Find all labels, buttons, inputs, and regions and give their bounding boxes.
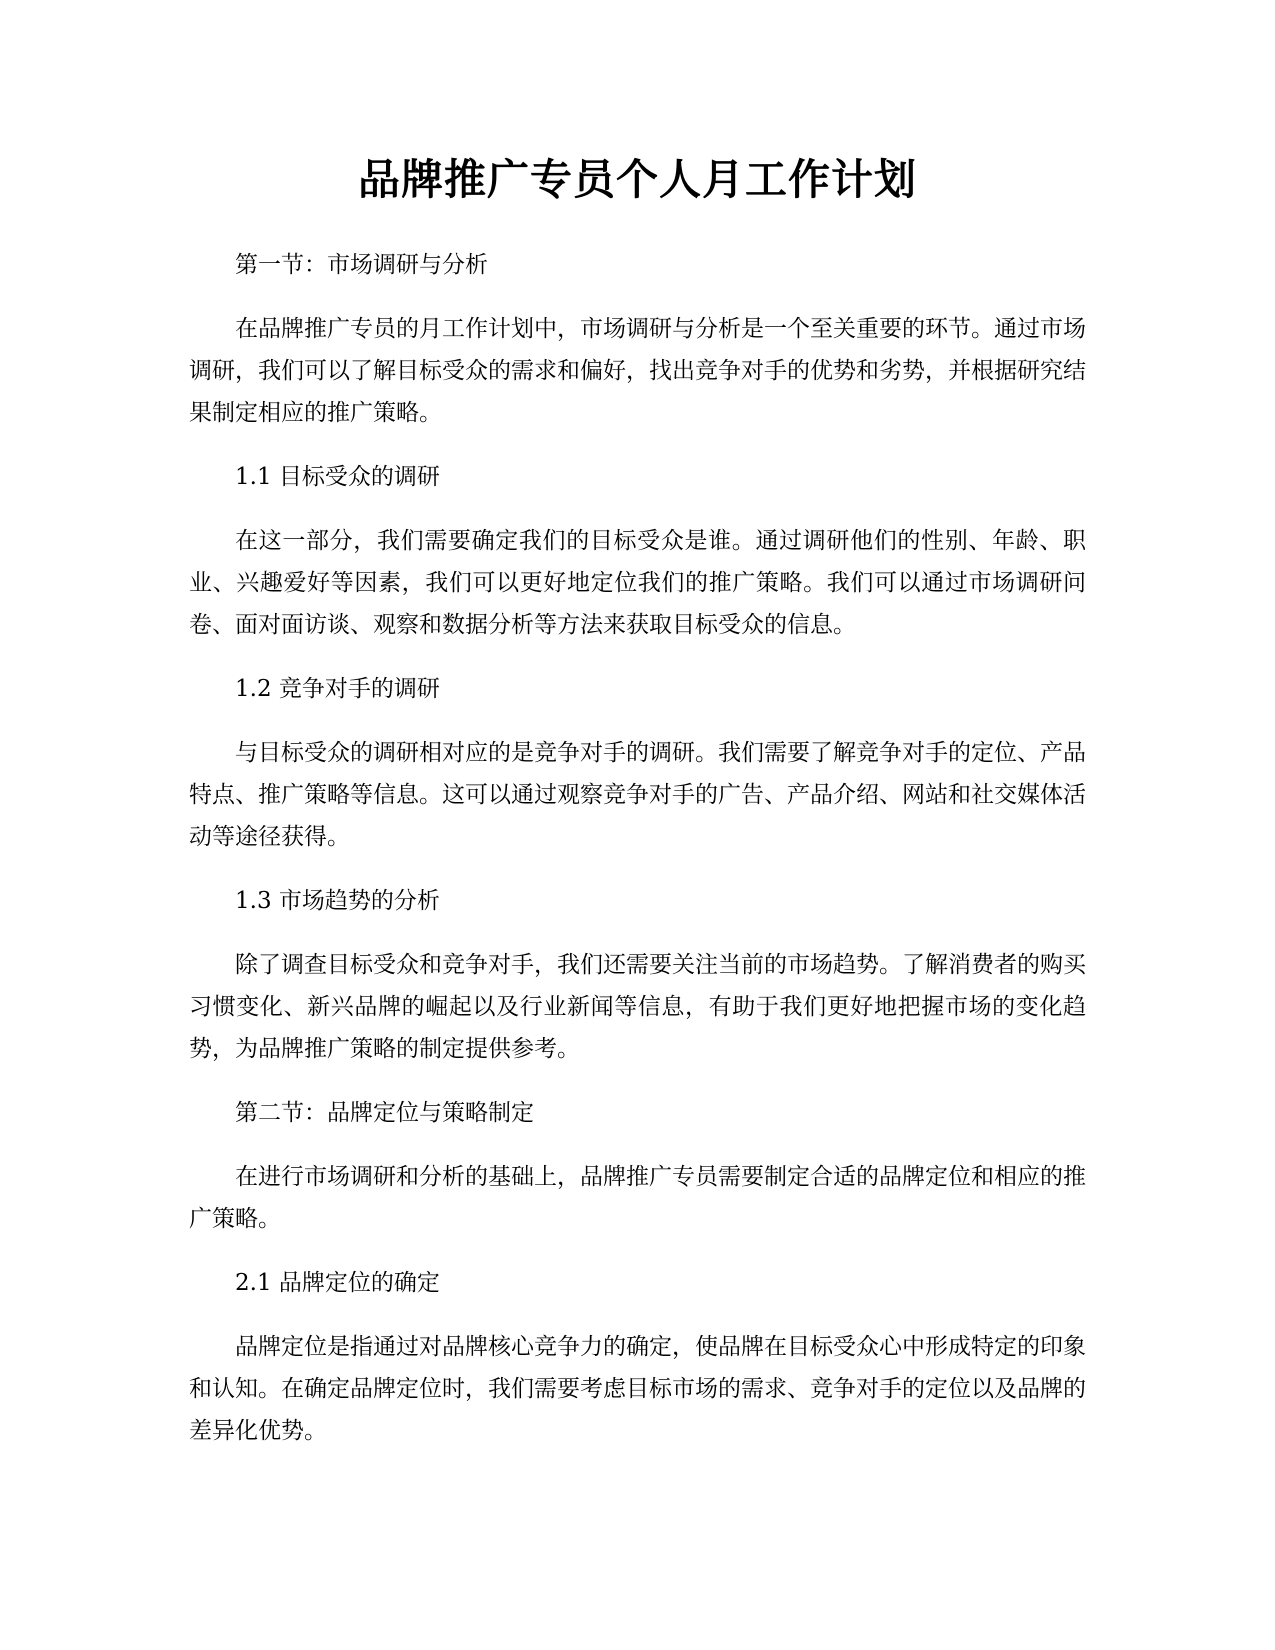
subsection-heading-1-1: 1.1 目标受众的调研 [235, 464, 440, 490]
paragraph: 在进行市场调研和分析的基础上，品牌推广专员需要制定合适的品牌定位和相应的推广策略。 [189, 1164, 1086, 1232]
paragraph: 与目标受众的调研相对应的是竞争对手的调研。我们需要了解竞争对手的定位、产品特点、推广策略等信息。这可以通过观察竞争对手的广告、产品介绍、网站和社交媒体活动等途径获得。 [189, 740, 1086, 850]
document-title: 品牌推广专员个人月工作计划 [357, 155, 917, 204]
document-body [189, 244, 1086, 1474]
paragraph: 品牌定位是指通过对品牌核心竞争力的确定，使品牌在目标受众心中形成特定的印象和认知。在确定品牌定位时，我们需要考虑目标市场的需求、竞争对手的定位以及品牌的差异化优势。 [189, 1334, 1086, 1444]
paragraph: 在品牌推广专员的月工作计划中，市场调研与分析是一个至关重要的环节。通过市场调研，我们可以了解目标受众的需求和偏好，找出竞争对手的优势和劣势，并根据研究结果制定相应的推广策略。 [189, 316, 1086, 426]
paragraph: 在这一部分，我们需要确定我们的目标受众是谁。通过调研他们的性别、年龄、职业、兴趣爱好等因素，我们可以更好地定位我们的推广策略。我们可以通过市场调研问卷、面对面访谈、观察和数据分析等方法来获取目标受众的信息。 [189, 528, 1086, 638]
paragraph: 除了调查目标受众和竞争对手，我们还需要关注当前的市场趋势。了解消费者的购买习惯变化、新兴品牌的崛起以及行业新闻等信息，有助于我们更好地把握市场的变化趋势，为品牌推广策略的制定提供参考。 [189, 952, 1086, 1062]
subsection-heading-2-1: 2.1 品牌定位的确定 [235, 1270, 440, 1296]
section-heading-1: 第一节：市场调研与分析 [235, 252, 488, 278]
subsection-heading-1-3: 1.3 市场趋势的分析 [235, 888, 440, 914]
subsection-heading-1-2: 1.2 竞争对手的调研 [235, 676, 440, 702]
section-heading-2: 第二节：品牌定位与策略制定 [235, 1100, 534, 1126]
